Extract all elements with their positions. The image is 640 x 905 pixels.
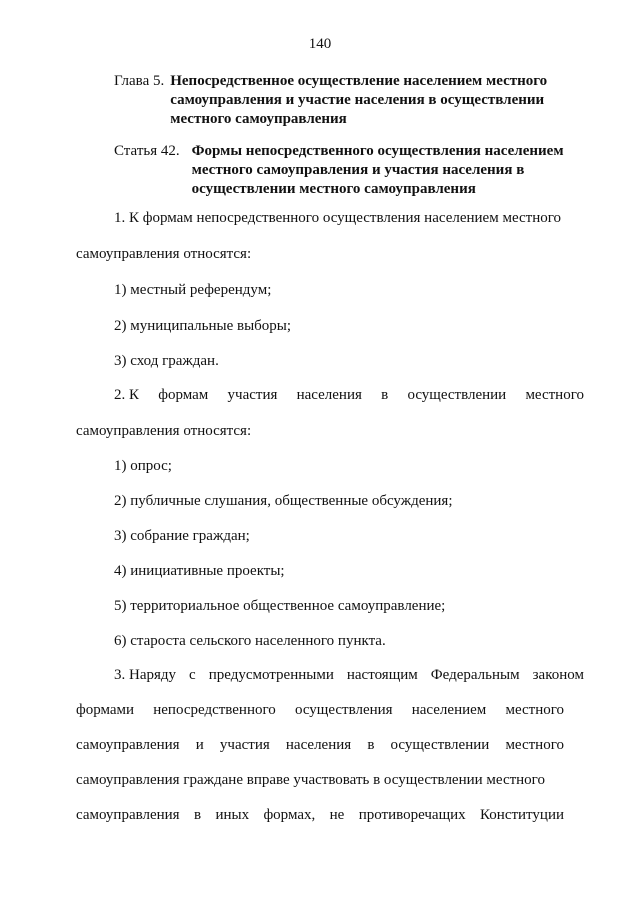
word: формам	[158, 387, 209, 403]
paragraph-2-line-1	[114, 386, 584, 404]
word: населением	[411, 702, 487, 718]
article-title: Формы непосредственного осуществления населением местного самоуправления и участия населения в осуществлении местного самоуправления	[191, 143, 564, 197]
word: осуществлении	[390, 737, 490, 753]
word: населения	[285, 737, 352, 753]
word: 2. К	[114, 387, 140, 403]
list-item: 1) опрос;	[114, 458, 172, 474]
word: иных	[215, 807, 250, 823]
word: в	[367, 737, 375, 753]
list-item: 3) собрание граждан;	[114, 528, 250, 544]
list-item: 2) публичные слушания, общественные обсуждения;	[114, 493, 453, 509]
article-heading	[114, 142, 584, 199]
word: населения	[296, 387, 362, 403]
list-item: 6) староста сельского населенного пункта.	[114, 633, 386, 649]
word: самоуправления	[76, 807, 180, 823]
list-item: 4) инициативные проекты;	[114, 563, 285, 579]
word: Федеральным	[430, 667, 520, 683]
paragraph-3-line-2	[76, 701, 564, 719]
word: участия	[227, 387, 278, 403]
word: законом	[532, 667, 584, 683]
paragraph-3-line-4: самоуправления граждане вправе участвовать в осуществлении местного	[76, 772, 545, 788]
list-item: 2) муниципальные выборы;	[114, 318, 292, 334]
paragraph-3-line-5	[76, 806, 564, 824]
word: формах,	[263, 807, 316, 823]
list-item: 1) местный референдум;	[114, 282, 272, 298]
page-number: 140	[308, 36, 332, 52]
word: Конституции	[480, 807, 564, 823]
word: местного	[525, 387, 584, 403]
list-item: 3) сход граждан.	[114, 353, 219, 369]
article-number: Статья 42.	[114, 143, 180, 159]
chapter-number: Глава 5.	[114, 73, 165, 89]
paragraph-3-line-1	[114, 666, 584, 684]
word: осуществления	[294, 702, 393, 718]
word: местного	[505, 737, 564, 753]
word: непосредственного	[153, 702, 276, 718]
word: 3. Наряду	[114, 667, 177, 683]
word: противоречащих	[358, 807, 466, 823]
word: и	[195, 737, 204, 753]
paragraph-1-line-1: 1. К формам непосредственного осуществления населением местного	[114, 210, 562, 226]
word: в	[381, 387, 389, 403]
word: участия	[219, 737, 270, 753]
word: не	[329, 807, 345, 823]
word: местного	[505, 702, 564, 718]
chapter-title: Непосредственное осуществление населением местного самоуправления и участие населения в осуществлении местного самоуправления	[170, 73, 548, 127]
word: предусмотренными	[208, 667, 334, 683]
word: в	[193, 807, 202, 823]
chapter-heading	[114, 72, 584, 129]
word: настоящим	[346, 667, 418, 683]
word: формами	[76, 702, 135, 718]
paragraph-3-line-3	[76, 736, 564, 754]
word: самоуправления	[76, 737, 180, 753]
paragraph-1-line-2: самоуправления относятся:	[76, 246, 252, 262]
paragraph-2-line-2: самоуправления относятся:	[76, 423, 252, 439]
list-item: 5) территориальное общественное самоуправление;	[114, 598, 446, 614]
word: осуществлении	[407, 387, 507, 403]
word: с	[189, 667, 196, 683]
